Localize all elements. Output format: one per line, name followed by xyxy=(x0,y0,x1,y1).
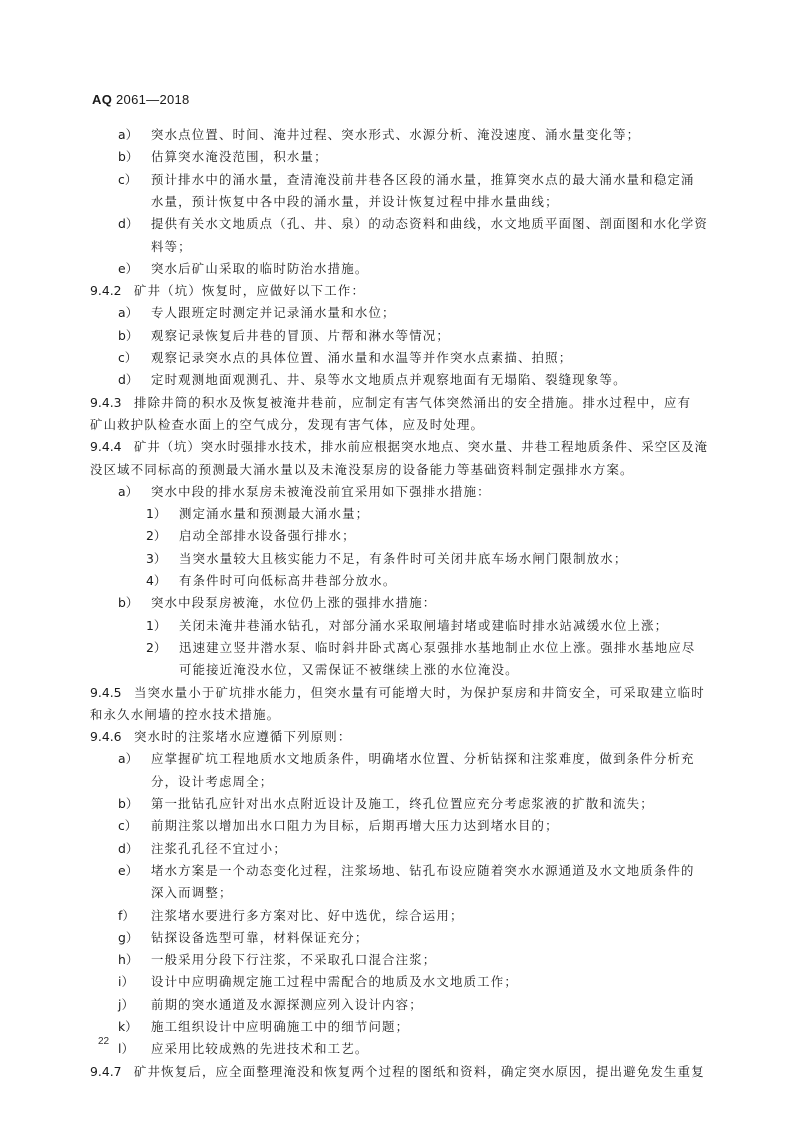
line-text: 突水中段的排水泵房未被淹没前宜采用如下强排水措施： xyxy=(151,483,491,499)
line-text: 注浆孔孔径不宜过小； xyxy=(151,840,287,856)
line-text: 估算突水淹没范围，积水量； xyxy=(151,149,328,165)
standard-code-header xyxy=(92,92,190,107)
line-text: 专人跟班定时测定并记录涌水量和水位； xyxy=(151,305,396,321)
list-marker: f） xyxy=(118,907,135,923)
list-marker: c） xyxy=(118,818,138,834)
list-marker: 4） xyxy=(146,573,167,588)
list-marker: b） xyxy=(118,149,139,165)
line-text: 突水时的注浆堵水应遵循下列原则： xyxy=(134,729,352,745)
line-text: 有条件时可向低标高井巷部分放水。 xyxy=(179,573,397,588)
line-text: 施工组织设计中应明确施工中的细节问题； xyxy=(151,1019,410,1034)
line-text: 分，设计考虑周全； xyxy=(151,773,274,789)
list-marker: a） xyxy=(118,305,138,321)
line-text: 第一批钻孔应针对出水点附近设计及施工，终孔位置应充分考虑浆液的扩散和流失； xyxy=(151,796,654,811)
line-text: 设计中应明确规定施工过程中需配合的地质及水文地质工作； xyxy=(151,974,518,990)
list-marker: d） xyxy=(118,372,139,388)
line-text: 突水点位置、时间、淹井过程、突水形式、水源分析、淹没速度、涌水量变化等； xyxy=(151,127,641,142)
list-marker: j） xyxy=(118,996,134,1012)
line-text: 测定涌水量和预测最大涌水量； xyxy=(179,506,370,522)
list-marker: c） xyxy=(118,171,138,187)
clause-number: 9.4.3 xyxy=(90,394,122,410)
line-text: 观察记录突水点的具体位置、涌水量和水温等并作突水点素描、拍照； xyxy=(151,350,573,365)
list-marker: 2） xyxy=(146,639,167,655)
line-text: 前期的突水通道及水源探测应列入设计内容； xyxy=(151,996,423,1012)
line-text: 矿井（坑）突水时强排水技术，排水前应根据突水地点、突水量、井巷工程地质条件、采空区及淹 xyxy=(134,439,708,455)
list-marker: k） xyxy=(118,1019,138,1034)
line-text: 前期注浆以增加出水口阻力为目标，后期再增大压力达到堵水目的； xyxy=(151,818,559,834)
line-text: 应掌握矿坑工程地质水文地质条件，明确堵水位置、分析钻探和注浆难度，做到条件分析充 xyxy=(151,751,695,767)
list-marker: 3） xyxy=(146,550,167,566)
line-text: 迅速建立竖井潜水泵、临时斜井卧式离心泵强排水基地制止水位上涨。强排水基地应尽 xyxy=(179,639,696,655)
list-marker: b） xyxy=(118,327,139,343)
list-marker: 1） xyxy=(146,617,167,633)
line-text: 突水后矿山采取的临时防治水措施。 xyxy=(151,260,369,276)
line-text: 观察记录恢复后井巷的冒顶、片帮和淋水等情况； xyxy=(151,327,450,343)
list-marker: b） xyxy=(118,796,139,811)
line-text: 启动全部排水设备强行排水； xyxy=(179,528,356,544)
line-text: 当突水量较大且核实能力不足，有条件时可关闭井底车场水闸门限制放水； xyxy=(179,550,628,566)
line-text: 注浆堵水要进行多方案对比、好中选优，综合运用； xyxy=(151,907,464,923)
page-number: 22 xyxy=(98,1036,110,1047)
line-text: 可能接近淹没水位，又需保证不被继续上涨的水位淹没。 xyxy=(179,662,519,678)
line-text: 深入而调整； xyxy=(151,885,233,901)
line-text: 预计排水中的涌水量，查清淹没前井巷各区段的涌水量，推算突水点的最大涌水量和稳定涌 xyxy=(151,171,695,187)
line-text: 矿山救护队检查水面上的空气成分，发现有害气体，应及时处理。 xyxy=(90,416,485,432)
list-marker: b） xyxy=(118,595,139,611)
line-text: 突水中段泵房被淹，水位仍上涨的强排水措施： xyxy=(151,595,437,611)
line-text: 和永久水闸墙的控水技术措施。 xyxy=(90,706,281,722)
list-marker: i） xyxy=(118,974,134,990)
list-marker: d） xyxy=(118,216,139,232)
line-text: 矿井（坑）恢复时，应做好以下工作： xyxy=(134,283,366,299)
line-text: 排除井筒的积水及恢复被淹井巷前，应制定有害气体突然涌出的安全措施。排水过程中，应有 xyxy=(134,394,692,410)
list-marker: a） xyxy=(118,483,138,499)
clause-number: 9.4.2 xyxy=(90,283,122,299)
line-text: 料等； xyxy=(151,238,192,254)
line-text: 定时观测地面观测孔、井、泉等水文地质点并观察地面有无塌陷、裂缝现象等。 xyxy=(151,372,627,388)
clause-number: 9.4.5 xyxy=(90,684,122,700)
clause-number: 9.4.7 xyxy=(90,1063,122,1079)
list-marker: c） xyxy=(118,350,138,365)
line-text: 提供有关水文地质点（孔、井、泉）的动态资料和曲线，水文地质平面图、剖面图和水化学资 xyxy=(151,216,708,232)
line-text: 水量，预计恢复中各中段的涌水量，并设计恢复过程中排水量曲线； xyxy=(151,193,559,209)
line-text: 一般采用分段下行注浆，不采取孔口混合注浆； xyxy=(151,952,437,968)
list-marker: d） xyxy=(118,840,139,856)
list-marker: e） xyxy=(118,862,139,878)
list-marker: a） xyxy=(118,127,138,142)
standard-code-prefix: AQ xyxy=(92,92,113,107)
line-text: 钻探设备选型可靠，材料保证充分； xyxy=(151,929,369,945)
list-marker: 1） xyxy=(146,506,167,522)
list-marker: g） xyxy=(118,929,139,945)
line-text: 矿井恢复后，应全面整理淹没和恢复两个过程的图纸和资料，确定突水原因，提出避免发生重复 xyxy=(134,1063,705,1079)
list-marker: e） xyxy=(118,260,139,276)
line-text: 关闭未淹井巷涌水钻孔，对部分涌水采取闸墙封堵或建临时排水站减缓水位上涨； xyxy=(179,617,669,633)
list-marker: l） xyxy=(118,1041,134,1057)
list-marker: h） xyxy=(118,952,139,968)
line-text: 当突水量小于矿坑排水能力，但突水量有可能增大时，为保护泵房和井筒安全，可采取建立临时 xyxy=(134,684,705,700)
line-text: 没区域不同标高的预测最大涌水量以及未淹没泵房的设备能力等基础资料制定强排水方案。 xyxy=(90,461,634,477)
clause-number: 9.4.6 xyxy=(90,729,122,745)
list-marker: a） xyxy=(118,751,138,767)
clause-number: 9.4.4 xyxy=(90,439,122,455)
list-marker: 2） xyxy=(146,528,167,544)
line-text: 应采用比较成熟的先进技术和工艺。 xyxy=(151,1041,369,1057)
standard-code-number: 2061—2018 xyxy=(116,92,190,107)
line-text: 堵水方案是一个动态变化过程，注浆场地、钻孔布设应随着突水水源通道及水文地质条件的 xyxy=(151,862,695,878)
